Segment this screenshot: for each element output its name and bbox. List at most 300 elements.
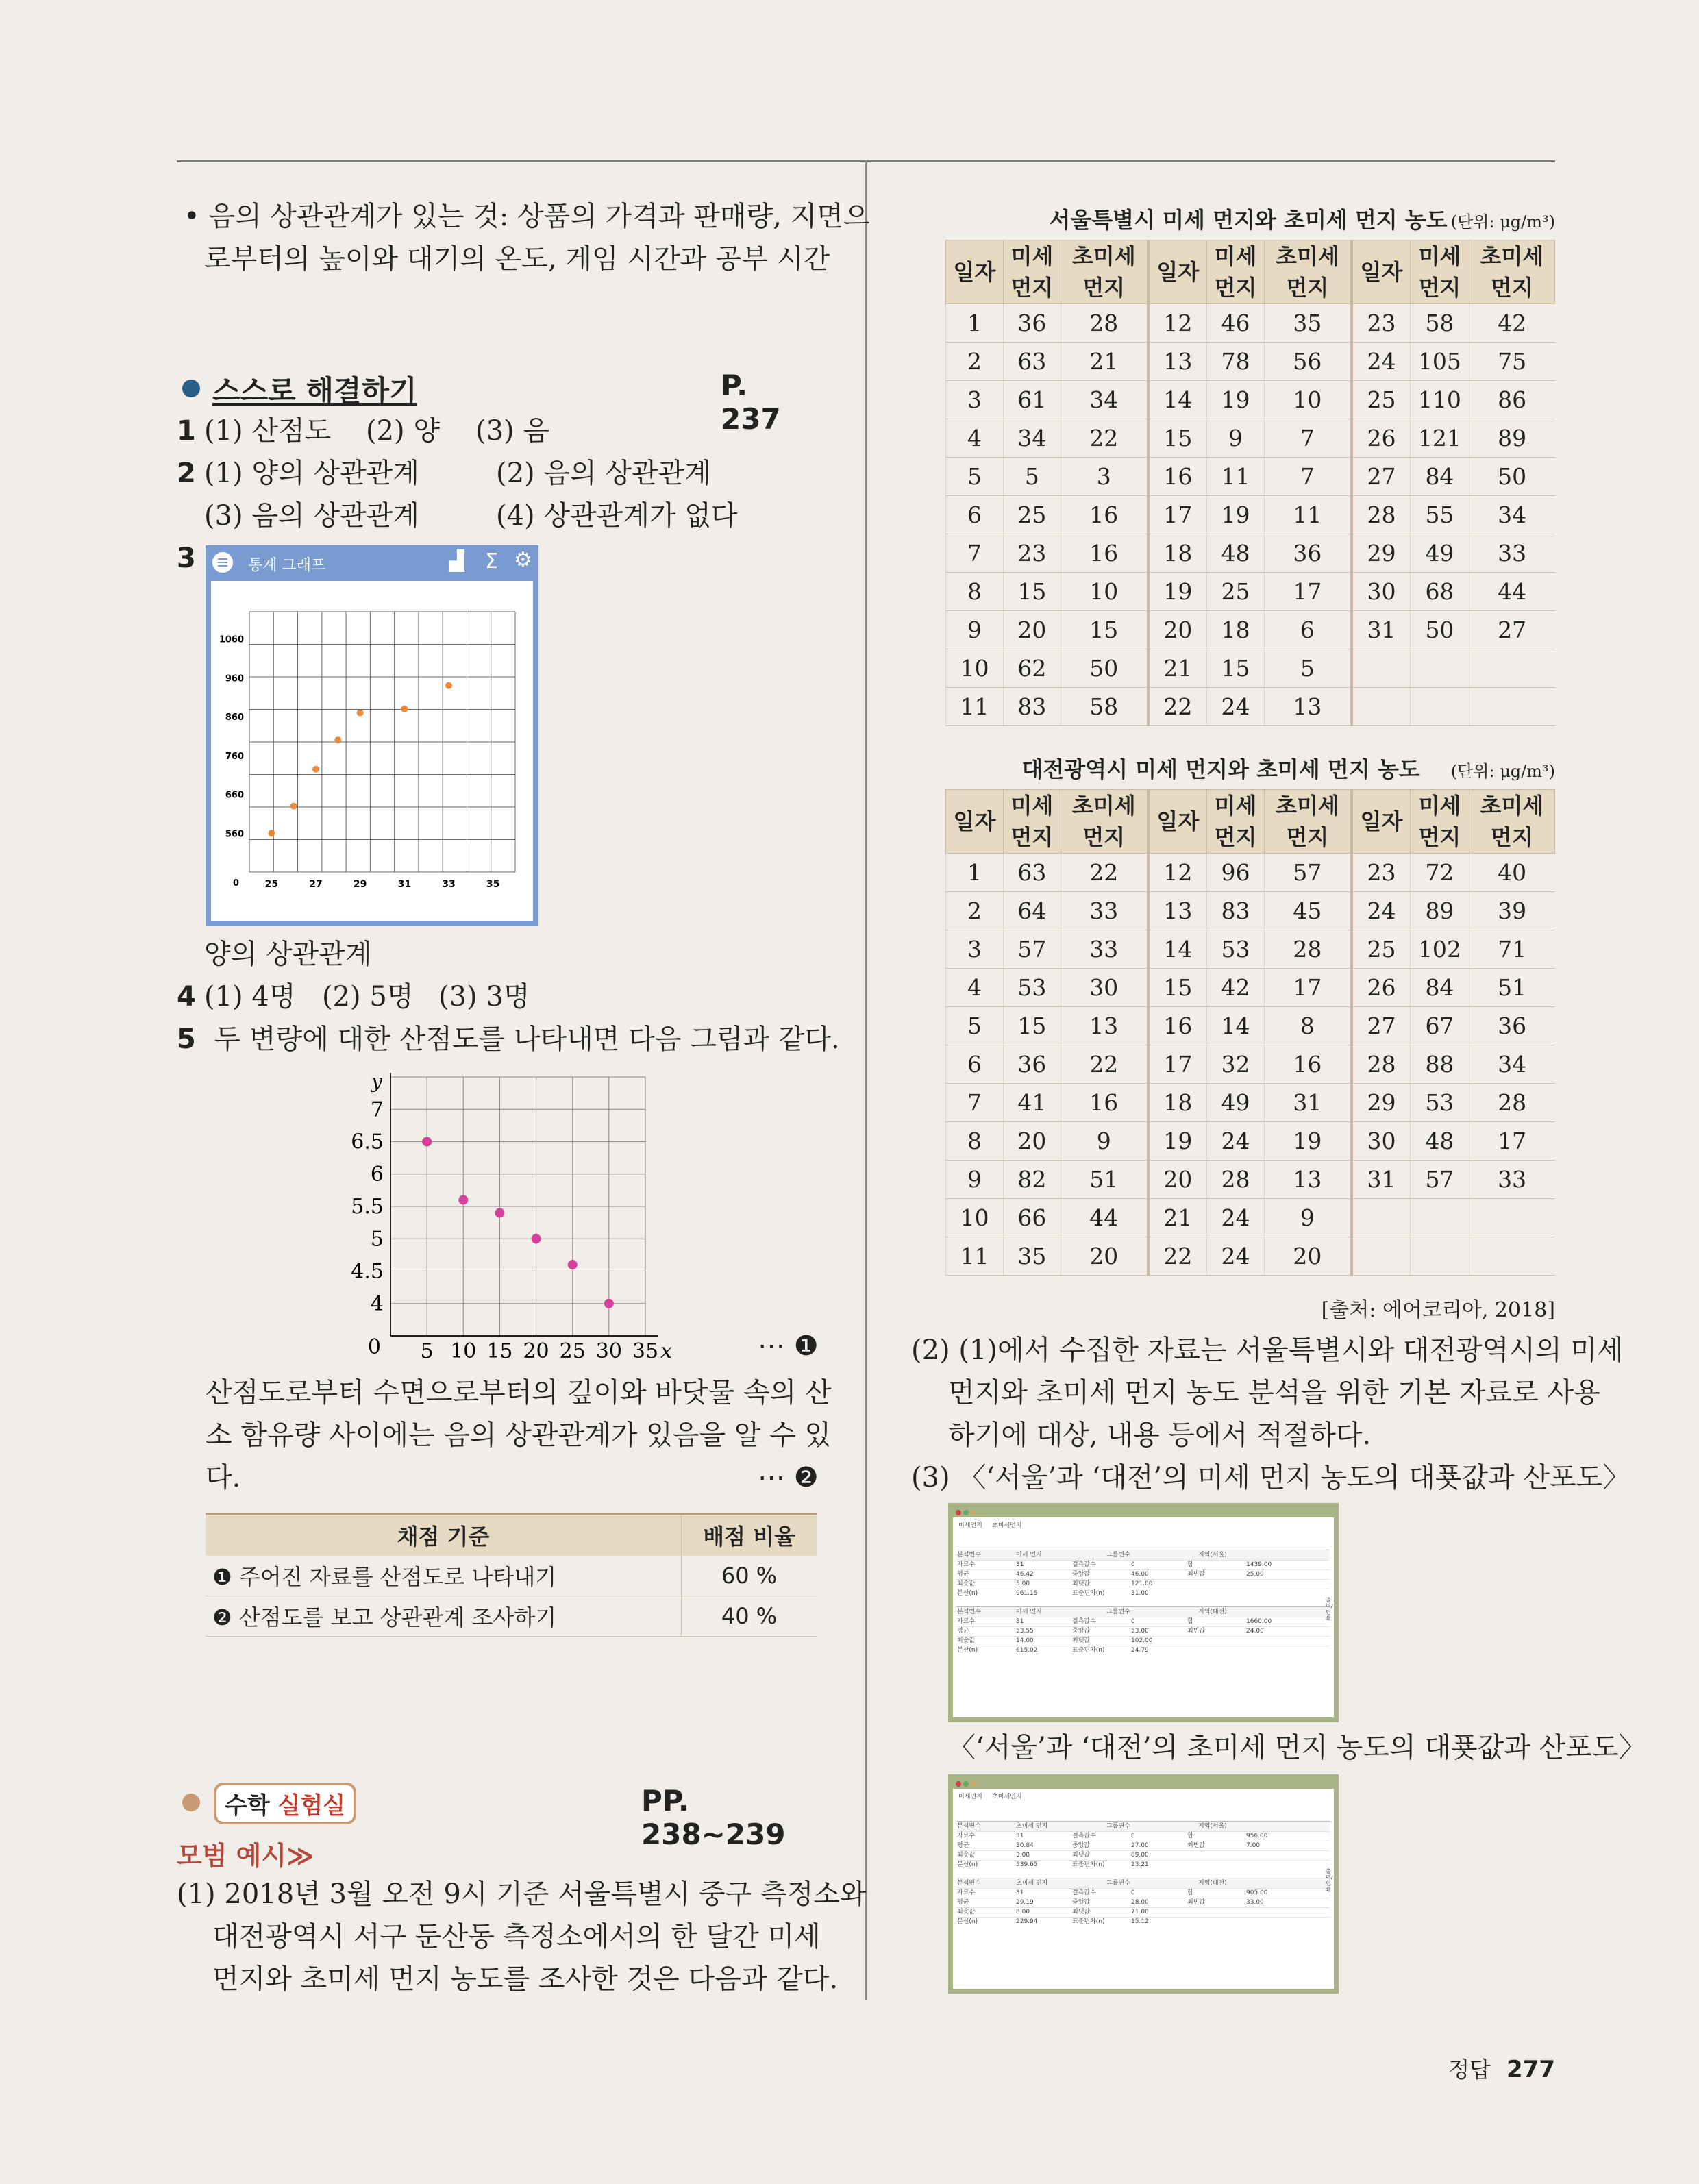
y-axis-label: y <box>371 1070 382 1093</box>
table-cell: 9 <box>946 611 1004 649</box>
table-cell: 33 <box>1469 534 1554 573</box>
table-unit: (단위: μg/m³) <box>1450 212 1555 232</box>
table-row <box>946 343 1555 381</box>
table-cell: 26 <box>1352 419 1411 458</box>
table-cell: 22 <box>1061 419 1148 458</box>
table-cell: 5 <box>946 1007 1004 1045</box>
table-cell <box>1352 1237 1411 1276</box>
answer-5-p2: 소 함유량 사이에는 음의 상관관계가 있음을 알 수 있 <box>206 1419 832 1451</box>
table-cell: 83 <box>1207 892 1265 930</box>
answer-item: (3) 음의 상관관계 <box>204 500 419 532</box>
section-page: P. 237 <box>721 369 781 436</box>
table-cell: 84 <box>1411 969 1469 1007</box>
stats-window-pm10 <box>948 1503 1339 1722</box>
daejeon-caption <box>945 752 1555 784</box>
col-day: 일자 <box>1352 240 1411 304</box>
table-cell: 27 <box>1469 611 1554 649</box>
table-cell: 39 <box>1469 892 1554 930</box>
table-cell: 15 <box>1148 969 1207 1007</box>
table-cell: 13 <box>1061 1007 1148 1045</box>
window-titlebar <box>953 1779 1334 1789</box>
col-day: 일자 <box>946 240 1004 304</box>
y-tick-label: 560 <box>225 829 244 840</box>
table-cell: 50 <box>1061 649 1148 688</box>
table-cell: 20 <box>1003 611 1061 649</box>
table-cell: 15 <box>1148 419 1207 458</box>
answer-item: (3) 음 <box>475 415 550 447</box>
answer-5-p1: 산점도로부터 수면으로부터의 깊이와 바닷물 속의 산 <box>206 1377 832 1409</box>
answer-item: (2) 5명 <box>322 981 414 1013</box>
table-cell: 10 <box>1265 381 1352 419</box>
table-cell: 15 <box>1207 649 1265 688</box>
table-cell: 11 <box>1207 458 1265 496</box>
table-row <box>946 892 1555 930</box>
table-cell: 28 <box>1469 1084 1554 1122</box>
menu-icon[interactable] <box>212 552 233 573</box>
table-cell: 7 <box>1265 458 1352 496</box>
table-cell: 53 <box>1411 1084 1469 1122</box>
table-cell: 16 <box>1061 1084 1148 1122</box>
p3b-line: 〈‘서울’과 ‘대전’의 초미세 먼지 농도의 대푯값과 산포도〉 <box>948 1732 1646 1763</box>
table-row <box>946 1122 1555 1161</box>
bullet-line-1: • 음의 상관관계가 있는 것: 상품의 가격과 판매량, 지면으 <box>184 201 870 232</box>
table-cell <box>1352 1199 1411 1237</box>
table-cell: 11 <box>946 1237 1004 1276</box>
section-dot-icon <box>182 380 200 397</box>
x-tick-label: 30 <box>595 1339 622 1363</box>
table-cell: 71 <box>1469 930 1554 969</box>
table-cell <box>1411 1199 1469 1237</box>
app-title: 통계 그래프 <box>248 557 326 574</box>
table-row <box>946 1161 1555 1199</box>
app-chart-area <box>211 581 533 921</box>
table-cell: 7 <box>946 534 1004 573</box>
table-cell: 13 <box>1265 1161 1352 1199</box>
table-cell: 33 <box>1469 1161 1554 1199</box>
table-cell: 22 <box>1061 854 1148 892</box>
answer-1 <box>177 410 862 452</box>
section-dot-icon <box>182 1794 200 1811</box>
x-axis-label: x <box>660 1339 672 1363</box>
x-tick-label: 33 <box>442 879 456 890</box>
table-cell: 17 <box>1148 496 1207 534</box>
x-tick-label: 25 <box>264 879 279 890</box>
badge-word: 수학 <box>225 1792 270 1820</box>
table-cell: 121 <box>1411 419 1469 458</box>
table-cell: 25 <box>1352 381 1411 419</box>
answer-item: (1) 양의 상관관계 <box>204 458 419 489</box>
table-cell: 16 <box>1061 534 1148 573</box>
table-cell: 22 <box>1148 1237 1207 1276</box>
table-cell: 16 <box>1061 496 1148 534</box>
page-number: 277 <box>1506 2056 1555 2083</box>
col-pm25: 초미세 먼지 <box>1061 240 1148 304</box>
table-row <box>946 419 1555 458</box>
table-cell: 16 <box>1148 458 1207 496</box>
col-day: 일자 <box>1352 790 1411 854</box>
y-tick-label: 1060 <box>219 634 244 645</box>
score-header: 채점 기준 <box>206 1514 682 1556</box>
table-cell: 89 <box>1411 892 1469 930</box>
table-row <box>946 930 1555 969</box>
table-cell: 28 <box>1207 1161 1265 1199</box>
origin-label: 0 <box>367 1335 381 1359</box>
table-cell: 41 <box>1003 1084 1061 1122</box>
top-rule-right <box>867 160 1555 162</box>
table-row <box>946 496 1555 534</box>
table-row <box>946 534 1555 573</box>
table-cell: 3 <box>1061 458 1148 496</box>
seoul-table <box>945 240 1555 726</box>
answer-item: (2) 양 <box>366 415 441 447</box>
table-cell: 6 <box>1265 611 1352 649</box>
table-cell: 40 <box>1469 854 1554 892</box>
p2-line-1: (2) (1)에서 수집한 자료는 서울특별시와 대전광역시의 미세 <box>911 1335 1624 1366</box>
score-criterion: ❶ 주어진 자료를 산점도로 나타내기 <box>206 1556 682 1596</box>
q-number: 2 <box>177 458 196 489</box>
table-cell: 2 <box>946 343 1004 381</box>
model-line-2: 대전광역시 서구 둔산동 측정소에서의 한 달간 미세 <box>212 1921 821 1952</box>
table-cell: 57 <box>1411 1161 1469 1199</box>
data-point <box>312 766 319 773</box>
table-cell: 25 <box>1003 496 1061 534</box>
table-cell: 32 <box>1207 1045 1265 1084</box>
table-cell: 57 <box>1003 930 1061 969</box>
x-tick-label: 27 <box>309 879 323 890</box>
table-cell: 14 <box>1207 1007 1265 1045</box>
table-cell: 25 <box>1207 573 1265 611</box>
model-title: 모범 예시≫ <box>177 1841 314 1871</box>
table-cell: 17 <box>1265 969 1352 1007</box>
stats-window-pm25 <box>948 1774 1339 1994</box>
table-cell: 83 <box>1003 688 1061 726</box>
table-unit: (단위: μg/m³) <box>1450 762 1555 781</box>
x-tick-label: 5 <box>420 1339 434 1363</box>
mark-2: ⋯ ❷ <box>758 1462 819 1493</box>
table-cell: 23 <box>1352 854 1411 892</box>
table-cell: 1 <box>946 854 1004 892</box>
table-cell: 24 <box>1207 1199 1265 1237</box>
table-cell: 36 <box>1003 1045 1061 1084</box>
table-cell: 67 <box>1411 1007 1469 1045</box>
table-cell: 29 <box>1352 534 1411 573</box>
table-cell: 48 <box>1207 534 1265 573</box>
col-pm10: 미세 먼지 <box>1003 790 1061 854</box>
table-cell: 48 <box>1411 1122 1469 1161</box>
seoul-caption <box>945 203 1555 234</box>
x-tick-label: 10 <box>450 1339 477 1363</box>
table-cell: 21 <box>1148 649 1207 688</box>
col-day: 일자 <box>1148 240 1207 304</box>
table-cell: 16 <box>1148 1007 1207 1045</box>
window-tabs[interactable] <box>953 1789 1334 1803</box>
table-cell: 105 <box>1411 343 1469 381</box>
table-cell: 18 <box>1207 611 1265 649</box>
col-day: 일자 <box>946 790 1004 854</box>
q-number: 1 <box>177 415 196 447</box>
table-cell: 5 <box>946 458 1004 496</box>
sigma-icon[interactable]: Σ <box>485 549 498 573</box>
table-cell: 34 <box>1469 1045 1554 1084</box>
table-cell: 19 <box>1148 573 1207 611</box>
data-point <box>495 1208 504 1217</box>
table-row <box>946 688 1555 726</box>
side-toolbar[interactable]: 출력/인쇄 <box>1326 1597 1333 1622</box>
table-cell: 27 <box>1352 1007 1411 1045</box>
table-cell: 53 <box>1207 930 1265 969</box>
col-pm25: 초미세 먼지 <box>1061 790 1148 854</box>
table-cell: 63 <box>1003 343 1061 381</box>
score-value: 40 % <box>682 1596 817 1637</box>
answer-2 <box>177 452 862 495</box>
table-cell: 16 <box>1265 1045 1352 1084</box>
p2-line-3: 하기에 대상, 내용 등에서 적절하다. <box>948 1419 1372 1451</box>
score-criterion: ❷ 산점도를 보고 상관관계 조사하기 <box>206 1596 682 1637</box>
table-cell <box>1469 1237 1554 1276</box>
tab-pm10[interactable]: 미세먼지 <box>958 1522 982 1529</box>
table-row <box>946 969 1555 1007</box>
side-toolbar[interactable]: 출력/인쇄 <box>1326 1868 1333 1893</box>
data-point <box>532 1234 541 1243</box>
scatter-chart-1 <box>211 581 533 921</box>
table-cell: 20 <box>1265 1237 1352 1276</box>
table-cell: 24 <box>1207 1122 1265 1161</box>
table-cell: 55 <box>1411 496 1469 534</box>
bullet-line-2: 로부터의 높이와 대기의 온도, 게임 시간과 공부 시간 <box>204 243 830 275</box>
data-point <box>357 709 364 716</box>
page-footer <box>1439 2052 1555 2084</box>
table-cell: 36 <box>1265 534 1352 573</box>
col-pm25: 초미세 먼지 <box>1265 240 1352 304</box>
table-cell: 7 <box>946 1084 1004 1122</box>
table-cell: 30 <box>1061 969 1148 1007</box>
x-tick-label: 20 <box>523 1339 549 1363</box>
table-cell: 17 <box>1265 573 1352 611</box>
y-tick-label: 960 <box>225 673 244 684</box>
table-cell: 12 <box>1148 854 1207 892</box>
table-row <box>946 1199 1555 1237</box>
table-cell: 9 <box>1207 419 1265 458</box>
table-cell: 33 <box>1061 892 1148 930</box>
table-cell: 14 <box>1148 930 1207 969</box>
table-cell: 21 <box>1061 343 1148 381</box>
table-cell: 49 <box>1411 534 1469 573</box>
table-cell: 4 <box>946 419 1004 458</box>
answer-item: (2) 음의 상관관계 <box>496 458 711 489</box>
table-row <box>946 381 1555 419</box>
table-cell: 64 <box>1003 892 1061 930</box>
table-cell: 3 <box>946 381 1004 419</box>
section-page: PP. 238~239 <box>641 1784 786 1851</box>
table-cell <box>1469 649 1554 688</box>
table-cell: 28 <box>1352 496 1411 534</box>
table-cell: 25 <box>1352 930 1411 969</box>
table-cell: 56 <box>1265 343 1352 381</box>
table-cell: 17 <box>1469 1122 1554 1161</box>
score-value: 60 % <box>682 1556 817 1596</box>
table-cell <box>1411 688 1469 726</box>
table-cell <box>1411 649 1469 688</box>
table-cell: 5 <box>1265 649 1352 688</box>
table-cell: 49 <box>1207 1084 1265 1122</box>
app-titlebar <box>206 545 538 580</box>
table-cell: 10 <box>946 1199 1004 1237</box>
table-cell: 14 <box>1148 381 1207 419</box>
table-cell: 18 <box>1148 1084 1207 1122</box>
stats-app-window <box>206 545 538 926</box>
x-tick-label: 35 <box>632 1339 659 1363</box>
model-line-3: 먼지와 초미세 먼지 농도를 조사한 것은 다음과 같다. <box>212 1963 839 1995</box>
section-title: 스스로 해결하기 <box>212 374 417 408</box>
col-pm10: 미세 먼지 <box>1411 240 1469 304</box>
y-tick-label: 6.5 <box>351 1130 384 1154</box>
table-cell: 35 <box>1265 304 1352 343</box>
gear-icon[interactable]: ⚙ <box>514 548 532 572</box>
table-cell <box>1469 688 1554 726</box>
table-row <box>946 458 1555 496</box>
table-cell: 31 <box>1352 1161 1411 1199</box>
table-cell: 27 <box>1352 458 1411 496</box>
answer-item: (1) 4명 <box>204 981 296 1013</box>
section-header-lab <box>179 1780 796 1851</box>
tab-pm25[interactable]: 초미세먼지 <box>992 1794 1022 1800</box>
origin-label: 0 <box>233 878 240 889</box>
table-cell: 7 <box>1265 419 1352 458</box>
table-cell: 53 <box>1003 969 1061 1007</box>
data-point <box>268 830 275 836</box>
q-number: 3 <box>177 543 196 574</box>
badge-word: 실험실 <box>277 1792 346 1820</box>
table-row <box>946 1237 1555 1276</box>
table-cell: 8 <box>1265 1007 1352 1045</box>
table-cell: 33 <box>1061 930 1148 969</box>
table-cell: 31 <box>1265 1084 1352 1122</box>
table-cell: 20 <box>1148 1161 1207 1199</box>
stats-block: 분석변수 미세 먼지 그룹변수 지역(서울) 자료수 31 결측값수 0 합 1439.00 평균 46.42 중앙값 46.00 최빈값 25.00 최솟값 5.00 최댓값 121.00 분산(n) 961.15 표준편차(n) 31.00 <box>957 1550 1330 1598</box>
data-point <box>568 1260 578 1269</box>
p2-line-2: 먼지와 초미세 먼지 농도 분석을 위한 기본 자료로 사용 <box>948 1377 1600 1409</box>
table-cell <box>1352 688 1411 726</box>
data-point <box>290 803 297 810</box>
table-cell: 36 <box>1469 1007 1554 1045</box>
col-pm10: 미세 먼지 <box>1003 240 1061 304</box>
table-cell: 84 <box>1411 458 1469 496</box>
y-tick-label: 660 <box>225 790 244 801</box>
mark-1: ⋯ ❶ <box>758 1330 819 1362</box>
table-cell: 63 <box>1003 854 1061 892</box>
table-cell: 89 <box>1469 419 1554 458</box>
data-point <box>334 736 341 743</box>
lab-badge <box>214 1783 356 1824</box>
answer-5 <box>177 1018 840 1060</box>
table-cell: 82 <box>1003 1161 1061 1199</box>
answer-5-text: 두 변량에 대한 산점도를 나타내면 다음 그림과 같다. <box>214 1023 840 1055</box>
table-cell: 8 <box>946 573 1004 611</box>
table-cell: 13 <box>1148 892 1207 930</box>
y-tick-label: 5 <box>370 1227 384 1252</box>
table-cell: 61 <box>1003 381 1061 419</box>
data-point <box>445 682 452 689</box>
table-cell: 23 <box>1003 534 1061 573</box>
table-cell: 58 <box>1411 304 1469 343</box>
table-cell: 28 <box>1265 930 1352 969</box>
table-cell: 50 <box>1469 458 1554 496</box>
chart-tool-icon[interactable]: ▟ <box>449 549 464 572</box>
table-cell: 42 <box>1469 304 1554 343</box>
data-point <box>458 1195 468 1205</box>
table-cell: 4 <box>946 969 1004 1007</box>
table-cell: 30 <box>1352 1122 1411 1161</box>
table-cell: 6 <box>946 1045 1004 1084</box>
table-row <box>946 1084 1555 1122</box>
table-cell <box>1469 1199 1554 1237</box>
tab-pm10[interactable]: 미세먼지 <box>958 1794 982 1800</box>
q-number: 5 <box>177 1023 196 1055</box>
table-cell: 17 <box>1148 1045 1207 1084</box>
table-cell: 42 <box>1207 969 1265 1007</box>
top-rule <box>177 160 867 162</box>
table-cell: 19 <box>1265 1122 1352 1161</box>
y-tick-label: 760 <box>225 751 244 762</box>
table-cell: 34 <box>1469 496 1554 534</box>
col-pm10: 미세 먼지 <box>1411 790 1469 854</box>
table-cell: 15 <box>1003 573 1061 611</box>
table-cell: 1 <box>946 304 1004 343</box>
table-cell: 110 <box>1411 381 1469 419</box>
table-cell: 9 <box>946 1161 1004 1199</box>
table-row <box>946 304 1555 343</box>
table-cell: 68 <box>1411 573 1469 611</box>
table-cell: 34 <box>1003 419 1061 458</box>
x-tick-label: 35 <box>486 879 500 890</box>
table-cell: 72 <box>1411 854 1469 892</box>
table-cell: 88 <box>1411 1045 1469 1084</box>
table-cell: 19 <box>1148 1122 1207 1161</box>
table-cell: 20 <box>1148 611 1207 649</box>
table-cell: 20 <box>1003 1122 1061 1161</box>
table-cell: 58 <box>1061 688 1148 726</box>
table-cell: 22 <box>1148 688 1207 726</box>
daejeon-table <box>945 789 1555 1276</box>
col-pm25: 초미세 먼지 <box>1469 790 1554 854</box>
table-cell: 36 <box>1003 304 1061 343</box>
table-cell: 24 <box>1352 892 1411 930</box>
window-tabs[interactable] <box>953 1517 1334 1532</box>
footer-label: 정답 <box>1448 2057 1491 2083</box>
answer-5-p3: 다. <box>206 1462 241 1493</box>
table-cell: 8 <box>946 1122 1004 1161</box>
table-cell: 66 <box>1003 1199 1061 1237</box>
table-title: 서울특별시 미세 먼지와 초미세 먼지 농도 <box>1049 207 1448 233</box>
answer-item: (3) 3명 <box>438 981 530 1013</box>
tab-pm25[interactable]: 초미세먼지 <box>992 1522 1022 1529</box>
table-cell: 31 <box>1352 611 1411 649</box>
table-row <box>946 573 1555 611</box>
col-day: 일자 <box>1148 790 1207 854</box>
data-source: [출처: 에어코리아, 2018] <box>1321 1298 1555 1322</box>
table-row <box>946 854 1555 892</box>
stats-block: 분석변수 초미세 먼지 그룹변수 지역(서울) 자료수 31 결측값수 0 합 956.00 평균 30.84 중앙값 27.00 최빈값 7.00 최솟값 3.00 최댓값 89.00 분산(n) 539.65 표준편차(n) 23.21 <box>957 1821 1330 1870</box>
col-pm25: 초미세 먼지 <box>1469 240 1554 304</box>
table-cell: 35 <box>1003 1237 1061 1276</box>
col-pm10: 미세 먼지 <box>1207 790 1265 854</box>
table-cell <box>1352 649 1411 688</box>
table-cell: 10 <box>1061 573 1148 611</box>
q-number: 4 <box>177 981 196 1013</box>
stats-block: 분석변수 미세 먼지 그룹변수 지역(대전) 자료수 31 결측값수 0 합 1660.00 평균 53.55 중앙값 53.00 최빈값 24.00 최솟값 14.00 최댓값 102.00 분산(n) 615.02 표준편차(n) 24.79 <box>957 1606 1330 1655</box>
table-cell: 5 <box>1003 458 1061 496</box>
table-cell <box>1411 1237 1469 1276</box>
